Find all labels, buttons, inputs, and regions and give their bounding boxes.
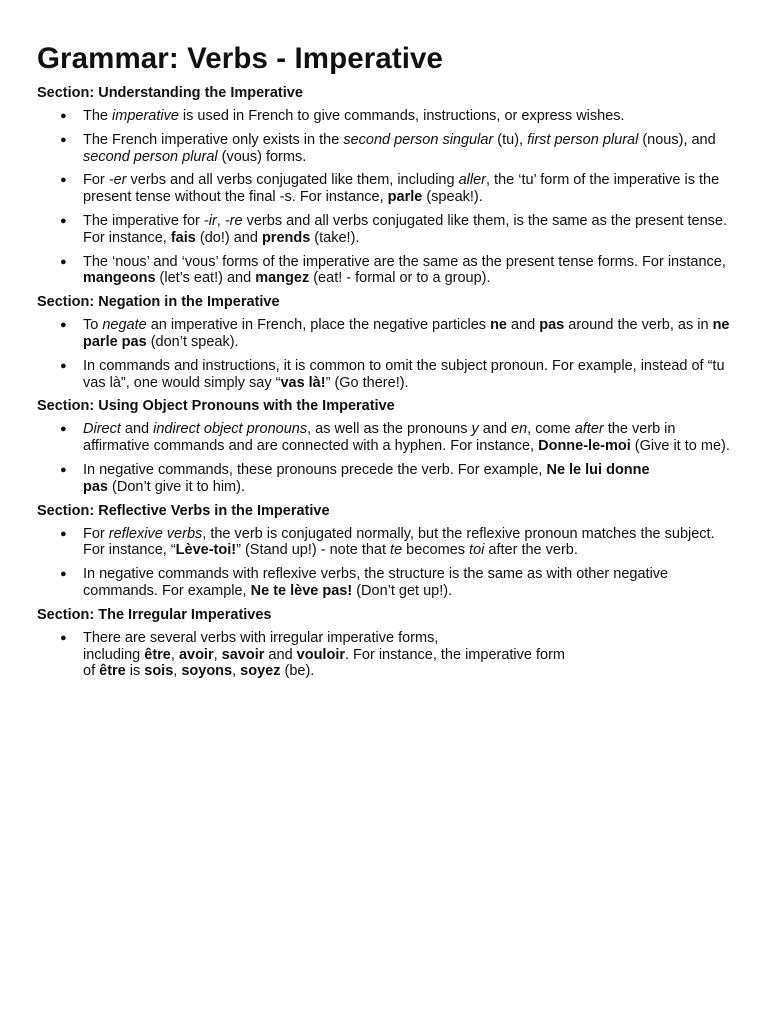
list-item [37, 566, 738, 600]
text-run: , [170, 646, 179, 663]
italic-term: indirect object pronouns [153, 421, 308, 438]
bullet-icon: ● [60, 423, 67, 436]
text-run: verbs and all verbs conjugated like them, is the same as the present tense. For instance, [83, 212, 727, 246]
italic-term: imperative [112, 108, 179, 124]
italic-term: te [390, 542, 403, 559]
bold-term: sois [144, 663, 174, 680]
bold-term: ne [490, 317, 507, 334]
text-run: To [83, 317, 103, 334]
text-run: (eat! - formal or to a group). [309, 270, 491, 287]
text-run: ” (Stand up!) - note that [236, 542, 391, 559]
bold-term: Ne le lui donne [546, 461, 650, 478]
italic-term: -ir [203, 212, 217, 229]
text-run: The French imperative only exists in the [83, 131, 344, 148]
list-item [37, 421, 738, 455]
bold-term: fais [170, 229, 196, 246]
text-run: There are several verbs with irregular imperative forms, [83, 629, 439, 646]
list-item [37, 462, 738, 496]
text-run: (vous) forms. [217, 148, 307, 165]
bullet-list [37, 421, 738, 495]
text-run: verbs and all verbs conjugated like them, including [126, 172, 459, 189]
bullet-icon: ● [60, 319, 67, 332]
list-item [37, 317, 738, 351]
text-run: and [120, 421, 154, 438]
bold-term: vouloir [296, 646, 345, 663]
section-heading: Section: The Irregular Imperatives [37, 606, 272, 623]
text-run: , the verb is conjugated normally, but the reflexive pronoun matches the subject. For instance, “ [83, 525, 715, 559]
bold-term: Lève-toi! [175, 542, 237, 559]
text-run: The imperative for [83, 212, 204, 229]
bold-term: vas là! [280, 374, 326, 391]
page-title: Grammar: Verbs - Imperative [37, 42, 444, 75]
list-item [37, 213, 738, 247]
list-item [37, 172, 738, 206]
italic-term: toi [469, 542, 485, 559]
italic-term: second person singular [343, 131, 494, 148]
section [37, 398, 738, 495]
bullet-icon: ● [60, 110, 67, 122]
bullet-icon: ● [60, 255, 67, 268]
italic-term: y [471, 421, 479, 438]
text-run: In negative commands with reflexive verbs, the structure is the same as with other negative commands. For example, [83, 566, 669, 599]
bullet-icon: ● [60, 214, 67, 227]
bullet-icon: ● [60, 359, 67, 372]
italic-term: first person plural [527, 131, 639, 148]
sections-container [37, 85, 738, 680]
bold-term: savoir [221, 646, 265, 663]
bold-term: Donne-le-moi [538, 438, 631, 455]
text-run: , [216, 212, 225, 229]
text-run: , as well as the pronouns [307, 421, 472, 438]
text-run: (do!) and [195, 229, 262, 246]
bullet-icon: ● [60, 463, 67, 476]
text-run: and [264, 646, 297, 663]
bold-term: ne parle pas [83, 317, 730, 350]
list-item [37, 108, 738, 125]
italic-term: Direct [83, 421, 121, 438]
text-run: , [213, 646, 222, 663]
text-run: after the verb. [484, 542, 578, 559]
text-run: (let’s eat!) and [155, 270, 256, 287]
text-run: For [83, 525, 109, 542]
text-run: In commands and instructions, it is common to omit the subject pronoun. For example, instead of “tu vas là”, one would simply say “ [83, 357, 725, 391]
italic-term: negate [102, 317, 147, 334]
text-run: (speak!). [422, 189, 483, 206]
list-item [37, 630, 738, 680]
text-run: . For instance, the imperative form [345, 646, 565, 663]
italic-term: reflexive verbs [108, 525, 203, 542]
section-heading: Section: Using Object Pronouns with the Imperative [37, 398, 395, 415]
text-run: (Don’t give it to him). [108, 478, 245, 495]
bold-term: pas [83, 478, 108, 495]
text-run: and [506, 317, 540, 334]
text-run: and [478, 421, 512, 438]
bold-term: pas [539, 317, 565, 334]
text-run: (tu), [493, 131, 528, 148]
section [37, 503, 738, 600]
bullet-list [37, 526, 738, 600]
text-run: , the ‘tu’ form of the imperative is the present tense without the final -s. For instance, [83, 172, 720, 206]
italic-term: aller [458, 172, 486, 189]
section-heading: Section: Negation in the Imperative [37, 294, 280, 311]
bullet-icon: ● [60, 133, 67, 146]
italic-term: second person plural [83, 148, 218, 165]
bold-term: prends [261, 229, 311, 246]
text-run: (Don’t get up!). [352, 582, 453, 599]
section-heading: Section: Reflective Verbs in the Imperative [37, 502, 330, 519]
bold-term: être [99, 663, 126, 680]
italic-term: -er [108, 172, 127, 189]
list-item [37, 254, 738, 288]
text-run: (take!). [310, 229, 360, 246]
text-run: The ‘nous’ and ‘vous’ forms of the imperative are the same as the present tense forms. For instance, [83, 253, 726, 270]
text-run: (don’t speak). [146, 333, 239, 350]
bold-term: Ne te lève pas! [250, 582, 353, 599]
text-run: (nous), and [638, 131, 716, 148]
text-run: (be). [280, 663, 315, 680]
text-run: an imperative in French, place the negative particles [146, 317, 491, 334]
text-run: is used in French to give commands, instructions, or express wishes. [178, 108, 625, 124]
bold-term: mangeons [83, 270, 156, 287]
text-run: In negative commands, these pronouns precede the verb. For example, [83, 461, 547, 478]
bold-term: mangez [255, 270, 310, 287]
italic-term: -re [224, 212, 243, 229]
text-run: is [125, 663, 145, 680]
section-heading: Section: Understanding the Imperative [37, 85, 303, 101]
text-run: around the verb, as in [564, 317, 713, 334]
text-run: , [232, 663, 241, 680]
list-item [37, 358, 738, 392]
bullet-icon: ● [60, 631, 67, 644]
text-run: including [83, 646, 145, 663]
bold-term: soyez [240, 663, 281, 680]
list-item [37, 132, 738, 166]
section [37, 607, 738, 680]
text-run: For [83, 172, 109, 189]
text-run: the verb in affirmative commands and are connected with a hyphen. For instance, [83, 421, 676, 455]
list-item [37, 526, 738, 560]
bold-term: soyons [181, 663, 233, 680]
italic-term: after [574, 421, 604, 438]
bullet-icon: ● [60, 174, 67, 187]
text-run: , come [527, 421, 575, 438]
bold-term: avoir [178, 646, 214, 663]
text-run: ” (Go there!). [325, 374, 409, 391]
bold-term: parle [387, 189, 423, 206]
text-run: (Give it to me). [630, 438, 730, 455]
section [37, 294, 738, 391]
italic-term: en [511, 421, 528, 438]
bullet-list [37, 317, 738, 391]
text-run: becomes [402, 542, 470, 559]
bullet-list [37, 108, 738, 287]
text-run: The [83, 108, 113, 124]
bullet-icon: ● [60, 527, 67, 540]
section [37, 85, 738, 287]
text-run: of [83, 663, 100, 680]
bullet-icon: ● [60, 568, 67, 581]
text-run: , [173, 663, 182, 680]
bullet-list [37, 630, 738, 680]
bold-term: être [144, 646, 171, 663]
